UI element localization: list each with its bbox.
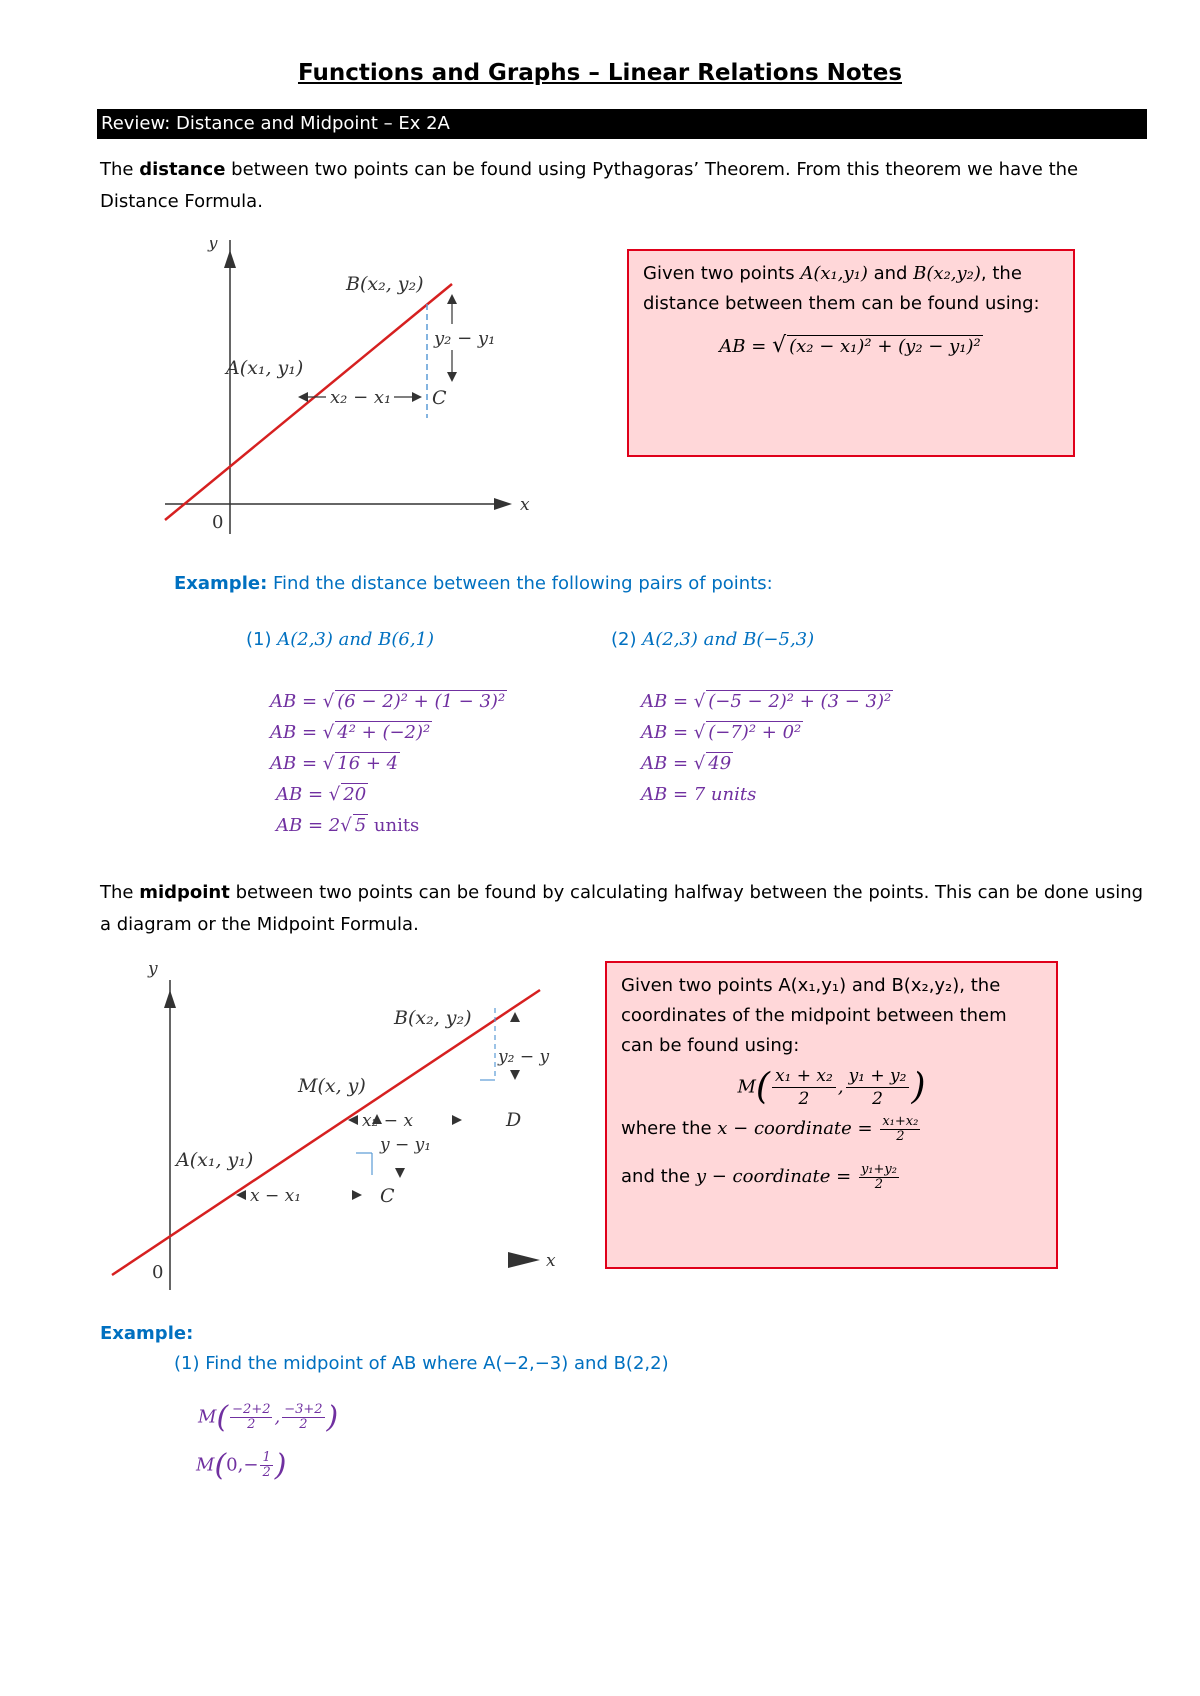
distance-formula-radicand: (x₂ − x₁)² + (y₂ − y₁)² [789, 336, 981, 357]
example2-line1-m: M [198, 1406, 217, 1428]
sol2-line: AB = √ 49 [641, 753, 732, 774]
distance-box-line2: distance between them can be found using: [643, 293, 1040, 314]
midpoint-y-coord-num: y₁+y₂ [860, 1161, 897, 1177]
midpoint-graph-top-right-arrow-icon [452, 1115, 462, 1125]
midpoint-graph-mid-down-arrow-icon [395, 1168, 405, 1178]
distance-graph [150, 240, 550, 540]
midpoint-graph-y-label: y [148, 960, 158, 979]
example1-solution1 [270, 686, 507, 841]
distance-box-point-a: A(x₁,y₁) [800, 263, 868, 284]
distance-box-pre: Given two points [643, 263, 801, 284]
sol2-line: AB = √ (−5 − 2)² + (3 − 3)² [641, 691, 892, 712]
distance-box-post: , the [980, 263, 1022, 284]
midpoint-y-coordinate [621, 1162, 1042, 1192]
distance-graph-y-arrow-icon [224, 250, 236, 268]
midpoint-intro-bold: midpoint [139, 882, 230, 903]
distance-graph-up-arrow-icon [447, 294, 457, 304]
example2-line1-x-num: −2+2 [232, 1402, 271, 1417]
distance-graph-x-arrow-icon [494, 498, 512, 510]
midpoint-formula: M( $\frac{\text{x₁ + x₂}}{2}$ , $\frac{\text{y₁ + y₂}}{2}$ ) [737, 1066, 926, 1109]
sol1-lhs: AB = [270, 691, 323, 712]
distance-formula-box [627, 249, 1075, 457]
example1-q2 [611, 624, 814, 655]
midpoint-graph-line [112, 990, 540, 1275]
sol1-line: AB = √ (6 − 2)² + (1 − 3)² [270, 691, 506, 712]
midpoint-intro-post: between two points can be found by calculating halfway between the points. This can be done using a diagram or the Midpoint Formula. [100, 882, 1144, 935]
sol1-radicand: 16 + 4 [337, 753, 399, 774]
distance-graph-down-arrow-icon [447, 372, 457, 382]
example2-line2-y-den: 2 [262, 1465, 271, 1480]
sol1-units: units [368, 815, 420, 836]
midpoint-box-line3: can be found using: [621, 1035, 800, 1056]
midpoint-graph-y-arrow-icon [164, 990, 176, 1008]
example1-q1-text: A(2,3) and B(6,1) [277, 629, 435, 650]
distance-graph-rise-label: y₂ − y₁ [434, 328, 496, 349]
example2-line1-y-den: 2 [299, 1417, 308, 1432]
distance-box-line1 [643, 259, 1059, 289]
distance-graph-x-label: x [520, 495, 530, 515]
midpoint-graph-origin: 0 [152, 1262, 164, 1283]
example1-prompt: Find the distance between the following pairs of points: [267, 573, 773, 594]
example2-solution-line2: M(0,− $\frac{1}{2}$ ) [196, 1448, 287, 1483]
sol1-lhs: AB = [270, 722, 323, 743]
sol1-line: AB = √ 16 + 4 [270, 753, 399, 774]
distance-box-and: and [867, 263, 914, 284]
midpoint-formula-y-num: y₁ + y₂ [846, 1065, 910, 1088]
distance-graph-point-a: A(x₁, y₁) [226, 357, 304, 379]
example2-line2-neg: − [243, 1454, 259, 1476]
example2-label: Example: [100, 1323, 194, 1344]
distance-graph-point-b: B(x₂, y₂) [346, 273, 424, 295]
sol2-radicand: 49 [708, 753, 732, 774]
sol2-lhs: AB = 7 units [641, 784, 757, 805]
midpoint-graph-point-c: C [380, 1185, 395, 1207]
example1-solution2 [641, 686, 893, 810]
midpoint-graph-run-bottom: x − x₁ [250, 1186, 302, 1206]
midpoint-graph [100, 960, 580, 1300]
example2-line2-x: 0, [226, 1454, 244, 1476]
midpoint-graph-rise-top: y₂ − y [498, 1047, 550, 1067]
sol2-lhs: AB = [641, 753, 694, 774]
sol1-radicand: (6 − 2)² + (1 − 3)² [337, 691, 506, 712]
example2-line1-x-den: 2 [247, 1417, 256, 1432]
example1-heading [174, 568, 773, 599]
midpoint-box-line1: Given two points A(x₁,y₁) and B(x₂,y₂), the [621, 975, 1001, 996]
sol1-line: AB = √ 20 [276, 784, 367, 805]
example1-label: Example: [174, 573, 268, 594]
midpoint-graph-point-b: B(x₂, y₂) [394, 1007, 472, 1029]
sol2-radicand: (−5 − 2)² + (3 − 3)² [708, 691, 892, 712]
midpoint-x-coordinate [621, 1114, 1042, 1144]
distance-intro-pre: The [100, 159, 140, 180]
midpoint-y-coord-label: y − coordinate = [695, 1166, 857, 1187]
midpoint-formula-x-num: x₁ + x₂ [772, 1065, 836, 1088]
distance-formula: AB = √ (x₂ − x₁)² + (y₂ − y₁)² [719, 333, 981, 358]
midpoint-x-coord-num: x₁+x₂ [882, 1113, 919, 1129]
example2-heading [100, 1318, 193, 1349]
distance-intro-bold: distance [139, 159, 226, 180]
sol1-radicand: 4² + (−2)² [337, 722, 431, 743]
midpoint-y-coord-pre: and the [621, 1166, 696, 1187]
example2-solution-line1: M( $\frac{-2+2}{2}$ , $\frac{-3+2}{2}$ ) [198, 1400, 339, 1435]
midpoint-intro-pre: The [100, 882, 140, 903]
midpoint-graph-down-arrow-icon [510, 1070, 520, 1080]
midpoint-graph-point-d: D [506, 1109, 522, 1131]
example1-q2-text: A(2,3) and B(−5,3) [642, 629, 815, 650]
distance-box-point-b: B(x₂,y₂) [913, 263, 981, 284]
distance-graph-line [165, 284, 452, 520]
midpoint-x-coord-den: 2 [896, 1128, 905, 1144]
midpoint-formula-m: M [737, 1076, 756, 1098]
sol2-lhs: AB = [641, 722, 694, 743]
example2-line1-y-num: −3+2 [284, 1402, 323, 1417]
distance-formula-lhs: AB = [719, 336, 773, 357]
midpoint-formula-y-den: 2 [872, 1089, 883, 1109]
page-title: Functions and Graphs – Linear Relations Notes [297, 60, 903, 86]
section-header: Review: Distance and Midpoint – Ex 2A [97, 109, 1147, 139]
distance-graph-origin: 0 [212, 512, 224, 533]
midpoint-x-coord-label: x − coordinate = [717, 1118, 879, 1139]
distance-graph-point-c: C [432, 387, 447, 409]
distance-intro-post: between two points can be found using Pythagoras’ Theorem. From this theorem we have the Distance Formula. [100, 159, 1079, 212]
distance-graph-y-label: y [208, 240, 218, 253]
distance-graph-run-label: x₂ − x₁ [330, 387, 392, 408]
midpoint-graph-bottom-right-arrow-icon [352, 1190, 362, 1200]
distance-graph-right-arrow-icon [412, 392, 422, 402]
midpoint-graph-x-label: x [546, 1251, 556, 1271]
midpoint-graph-rise-bottom: y − y₁ [380, 1135, 432, 1155]
midpoint-x-coord-pre: where the [621, 1118, 718, 1139]
midpoint-formula-x-den: 2 [798, 1089, 810, 1109]
midpoint-graph-up-arrow-icon [510, 1012, 520, 1022]
example1-q1 [246, 624, 434, 655]
distance-intro [100, 154, 1150, 218]
example1-q2-num: (2) [611, 629, 643, 650]
midpoint-formula-box [605, 961, 1058, 1269]
sol2-radicand: (−7)² + 0² [708, 722, 802, 743]
midpoint-graph-point-m: M(x, y) [298, 1075, 366, 1097]
sol1-lhs: AB = [270, 753, 323, 774]
sol2-lhs: AB = [641, 691, 694, 712]
midpoint-graph-point-a: A(x₁, y₁) [176, 1149, 254, 1171]
example2-q1: (1) Find the midpoint of AB where A(−2,−3) and B(2,2) [174, 1353, 669, 1374]
sol1-lhs: AB = [276, 784, 329, 805]
midpoint-graph-x-arrow-icon [508, 1252, 540, 1268]
example2-line2-y-num: 1 [262, 1450, 271, 1465]
sol1-radicand: 20 [343, 784, 367, 805]
example2-line2-m: M [196, 1454, 215, 1476]
sol1-line: AB = √ 4² + (−2)² [270, 722, 431, 743]
sol1-radicand: 5 [354, 815, 367, 836]
midpoint-intro [100, 877, 1150, 941]
midpoint-box-line2: coordinates of the midpoint between them [621, 1005, 1007, 1026]
sol2-line [641, 779, 893, 810]
midpoint-y-coord-den: 2 [874, 1176, 884, 1192]
example1-q1-num: (1) [246, 629, 278, 650]
sol1-lhs: AB = 2 [276, 815, 341, 836]
midpoint-graph-run-top: x₂ − x [362, 1111, 414, 1131]
distance-graph-left-arrow-icon [298, 392, 308, 402]
sol2-line: AB = √ (−7)² + 0² [641, 722, 802, 743]
sol1-line: AB = 2√ 5 units [276, 815, 420, 836]
